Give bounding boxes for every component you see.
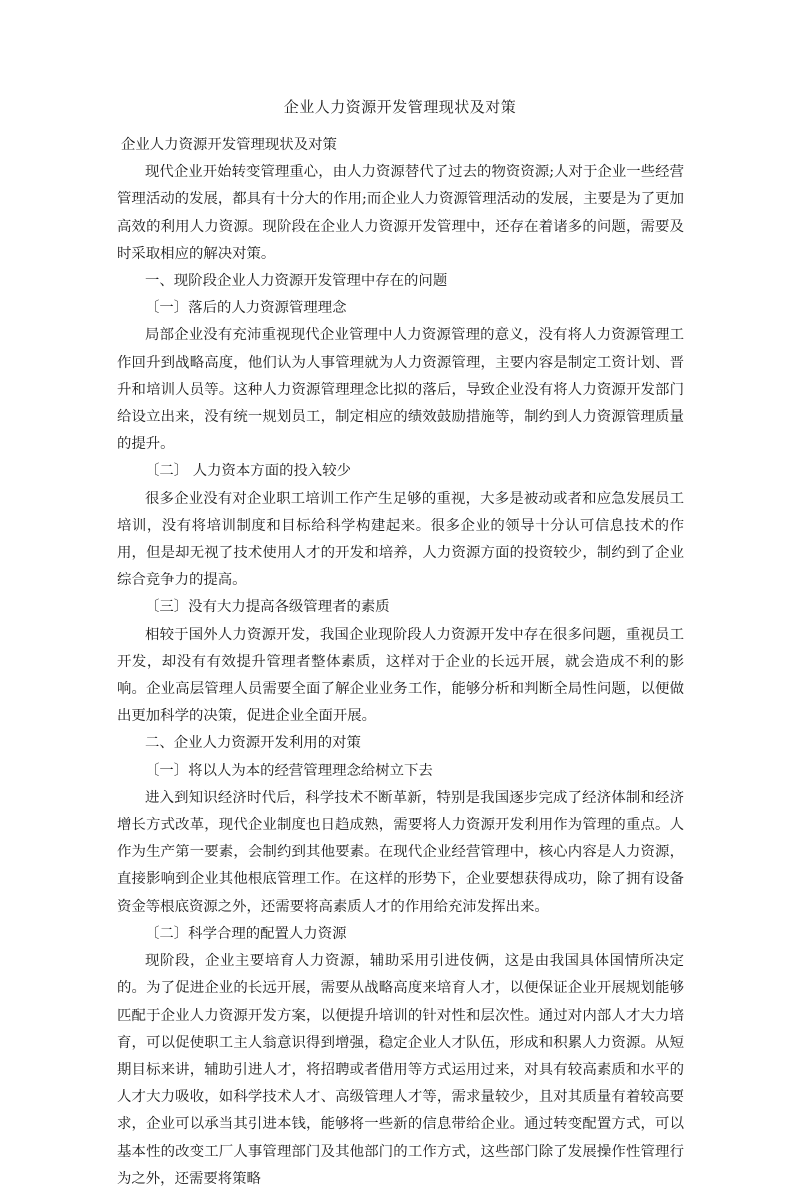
- section-1-item-2-body: 很多企业没有对企业职工培训工作产生足够的重视，大多是被动或者和应急发展员工培训，没有将培训制度和目标给科学构建起来。很多企业的领导十分认可信息技术的作用，但是却无视了技术使用人才的开发和培养，人力资源方面的投资较少，制约到了企业综合竞争力的提高。: [117, 490, 684, 589]
- section-2-item-2-heading: 〔二〕科学合理的配置人力资源: [145, 925, 347, 942]
- document-subtitle: 企业人力资源开发管理现状及对策: [121, 137, 337, 153]
- section-1-item-1-body: 局部企业没有充沛重视现代企业管理中人力资源管理的意义，没有将人力资源管理工作回升到战略高度，他们认为人事管理就为人力资源管理，主要内容是制定工资计划、晋升和培训人员等。这种人力资源管理理念比拟的落后，导致企业没有将人力资源开发部门给设立出来，没有统一规划员工，制定相应的绩效鼓励措施等，制约到人力资源管理质量的提升。: [117, 327, 684, 453]
- section-2-heading: 二、企业人力资源开发利用的对策: [145, 735, 361, 752]
- document-title: 企业人力资源开发管理现状及对策: [283, 98, 517, 116]
- section-1-item-2-heading: 〔二〕 人力资本方面的投入较少: [145, 463, 352, 480]
- section-1-item-1-heading: 〔一〕落后的人力资源管理理念: [145, 300, 347, 317]
- intro-paragraph: 现代企业开始转变管理重心，由人力资源替代了过去的物资资源;人对于企业一些经营管理活动的发展，都具有十分大的作用;而企业人力资源管理活动的发展，主要是为了更加高效的利用人力资源。现阶段在企业人力资源开发管理中，还存在着诸多的问题，需要及时采取相应的解决对策。: [117, 164, 684, 262]
- section-1-item-3-heading: 〔三〕没有大力提高各级管理者的素质: [145, 599, 390, 616]
- section-1-heading: 一、现阶段企业人力资源开发管理中存在的问题: [145, 273, 448, 290]
- section-1-item-3-body: 相较于国外人力资源开发，我国企业现阶段人力资源开发中存在很多问题，重视员工开发，却没有有效提升管理者整体素质，这样对于企业的长远开展，就会造成不利的影响。企业高层管理人员需要全面了解企业业务工作，能够分析和判断全局性问题，以便做出更加科学的决策，促进企业全面开展。: [117, 626, 684, 725]
- document-body: [117, 132, 684, 1193]
- section-2-item-1-body: 进入到知识经济时代后，科学技术不断革新，特别是我国逐步完成了经济体制和经济增长方式改革，现代企业制度也日趋成熟，需要将人力资源开发利用作为管理的重点。人作为生产第一要素，会制约到其他要素。在现代企业经营管理中，核心内容是人力资源，直接影响到企业其他根底管理工作。在这样的形势下，企业要想获得成功，除了拥有设备资金等根底资源之外，还需要将高素质人才的作用给充沛发挥出来。: [117, 789, 684, 915]
- section-2-item-2-body: 现阶段，企业主要培育人力资源，辅助采用引进伎俩，这是由我国具体国情所决定的。为了促进企业的长远开展，需要从战略高度来培育人才，以便保证企业开展规划能够匹配于企业人力资源开发方案，以便提升培训的针对性和层次性。通过对内部人才大力培育，可以促使职工主人翁意识得到增强，稳定企业人才队伍，形成和积累人力资源。从短期目标来讲，辅助引进人才，将招聘或者借用等方式运用过来，对具有较高素质和水平的人才大力吸收，如科学技术人才、高级管理人才等，需求量较少，且对其质量有着较高要求，企业可以承当其引进本钱，能够将一些新的信息带给企业。通过转变配置方式，可以基本性的改变工厂人事管理部门及其他部门的工作方式，这些部门除了发展操作性管理行为之外，还需要将策略: [117, 953, 684, 1187]
- section-2-item-1-heading: 〔一〕将以人为本的经营管理理念给树立下去: [145, 762, 433, 779]
